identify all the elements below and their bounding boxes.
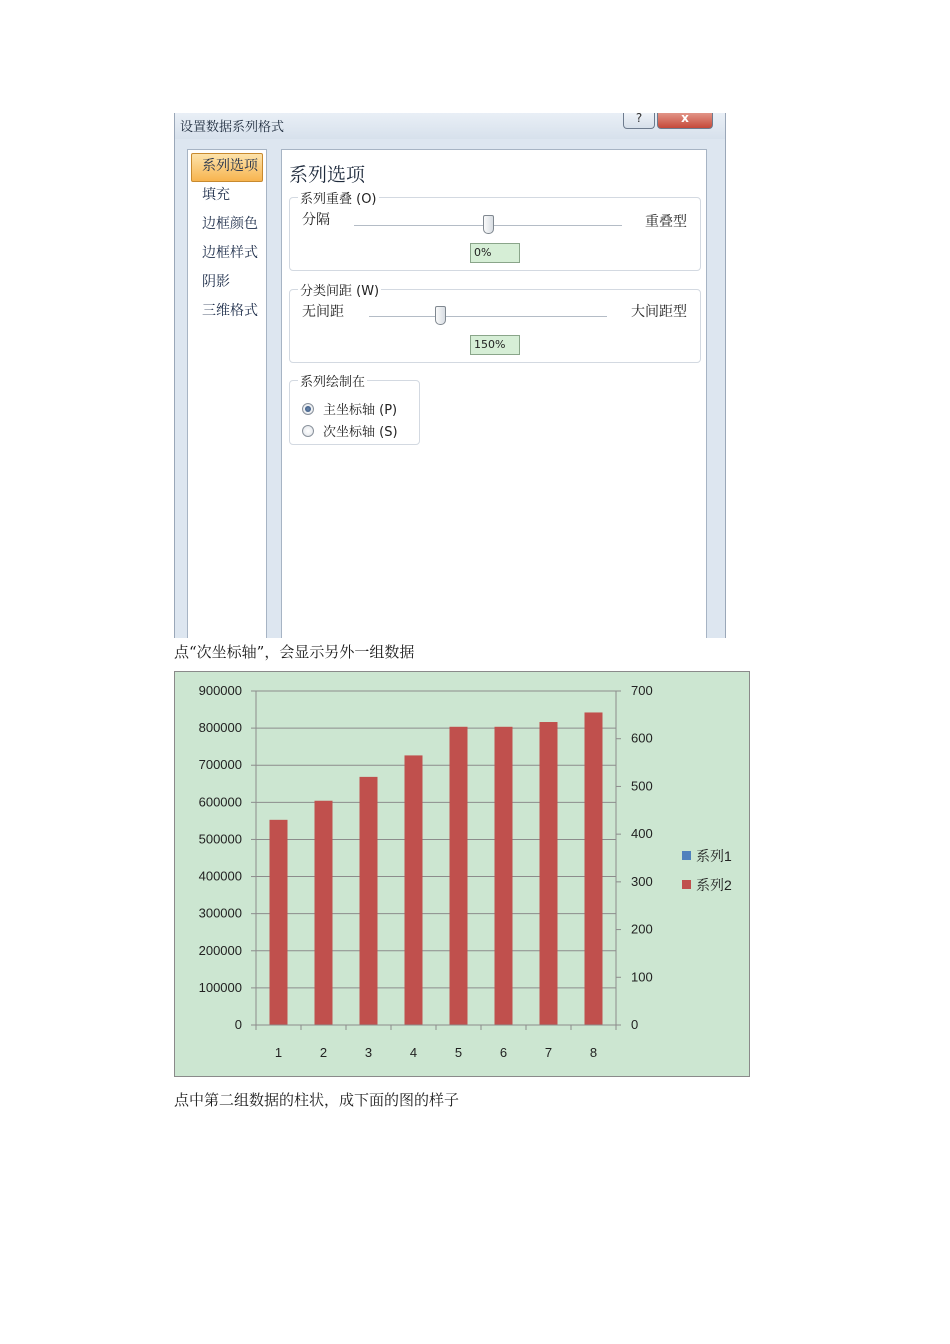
y-left-tick-label: 200000 <box>198 942 242 958</box>
panel-title: 系列选项 <box>289 164 366 186</box>
gap-value-field[interactable]: 150% <box>470 335 520 355</box>
primary-axis-radio[interactable] <box>302 403 314 415</box>
gap-right-label: 大间距型 <box>631 304 687 320</box>
y-right-tick-label: 400 <box>631 826 653 842</box>
x-tick-label: 7 <box>544 1045 553 1060</box>
y-left-tick-label: 100000 <box>198 979 242 995</box>
y-right-tick-label: 500 <box>631 778 653 794</box>
gap-slider-thumb[interactable] <box>435 306 446 325</box>
format-data-series-dialog <box>174 113 726 638</box>
sidebar-item-shadow[interactable]: 阴影 <box>202 274 230 290</box>
x-tick-label: 8 <box>589 1045 598 1060</box>
overlap-right-label: 重叠型 <box>645 214 687 230</box>
y-left-tick-label: 900000 <box>198 683 242 698</box>
secondary-axis-label: 次坐标轴 (S) <box>323 425 398 440</box>
y-left-tick-label: 700000 <box>198 757 242 773</box>
sidebar-item-fill[interactable]: 填充 <box>202 187 230 203</box>
bar-系列2 <box>495 727 513 1025</box>
secondary-axis-option[interactable] <box>302 421 398 440</box>
y-left-tick-label: 600000 <box>198 794 242 810</box>
bar-系列2 <box>585 712 603 1025</box>
bar-系列2 <box>270 820 288 1025</box>
gap-width-group <box>289 284 701 363</box>
x-tick-label: 6 <box>499 1045 508 1060</box>
chart-canvas <box>175 672 751 1078</box>
x-tick-label: 5 <box>454 1045 463 1060</box>
sidebar-item-3d-format[interactable]: 三维格式 <box>202 303 258 319</box>
bar-系列2 <box>315 801 333 1025</box>
close-button[interactable]: x <box>657 113 713 129</box>
series-options-panel <box>281 149 707 638</box>
overlap-value-field[interactable]: 0% <box>470 243 520 263</box>
y-right-tick-label: 200 <box>631 921 653 937</box>
series-overlap-label: 系列重叠 (O) <box>298 188 379 207</box>
gap-width-label: 分类间距 (W) <box>298 280 381 299</box>
bar-系列2 <box>540 722 558 1025</box>
y-right-tick-label: 700 <box>631 683 653 698</box>
secondary-axis-radio[interactable] <box>302 425 314 437</box>
column-chart[interactable] <box>174 671 750 1077</box>
x-tick-label: 2 <box>319 1045 328 1060</box>
sidebar-item-border-color[interactable]: 边框颜色 <box>202 216 258 232</box>
legend-label: 系列1 <box>696 848 732 864</box>
y-right-tick-label: 100 <box>631 969 653 985</box>
y-right-tick-label: 600 <box>631 730 653 746</box>
y-left-tick-label: 400000 <box>198 868 242 884</box>
help-button[interactable]: ? <box>623 113 655 129</box>
caption-select-series: 点中第二组数据的柱状，成下面的图的样子 <box>174 1091 460 1109</box>
overlap-slider-thumb[interactable] <box>483 215 494 234</box>
y-left-tick-label: 800000 <box>198 720 242 736</box>
dialog-sidebar <box>187 149 267 638</box>
y-left-tick-label: 300000 <box>198 905 242 921</box>
x-tick-label: 4 <box>409 1045 418 1060</box>
bar-系列2 <box>360 777 378 1025</box>
legend-swatch <box>682 851 691 860</box>
primary-axis-label: 主坐标轴 (P) <box>323 403 398 418</box>
caption-secondary-axis: 点“次坐标轴”，会显示另外一组数据 <box>174 643 415 661</box>
plot-series-on-group <box>289 375 420 445</box>
y-right-tick-label: 0 <box>631 1017 639 1032</box>
x-tick-label: 3 <box>364 1045 373 1060</box>
legend-label: 系列2 <box>696 877 732 893</box>
overlap-left-label: 分隔 <box>302 212 330 228</box>
primary-axis-option[interactable] <box>302 399 397 418</box>
dialog-titlebar <box>175 113 725 139</box>
gap-left-label: 无间距 <box>302 304 344 320</box>
legend-swatch <box>682 880 691 889</box>
series-overlap-group <box>289 192 701 271</box>
bar-系列2 <box>450 727 468 1025</box>
sidebar-item-series-options[interactable]: 系列选项 <box>191 153 263 182</box>
sidebar-item-border-style[interactable]: 边框样式 <box>202 245 258 261</box>
bar-系列2 <box>405 755 423 1025</box>
gap-slider-track[interactable] <box>369 316 607 317</box>
y-right-tick-label: 300 <box>631 873 653 889</box>
x-tick-label: 1 <box>274 1045 283 1060</box>
y-left-tick-label: 0 <box>234 1017 242 1032</box>
dialog-title: 设置数据系列格式 <box>180 120 285 135</box>
y-left-tick-label: 500000 <box>198 831 242 847</box>
plot-series-on-label: 系列绘制在 <box>298 371 367 390</box>
